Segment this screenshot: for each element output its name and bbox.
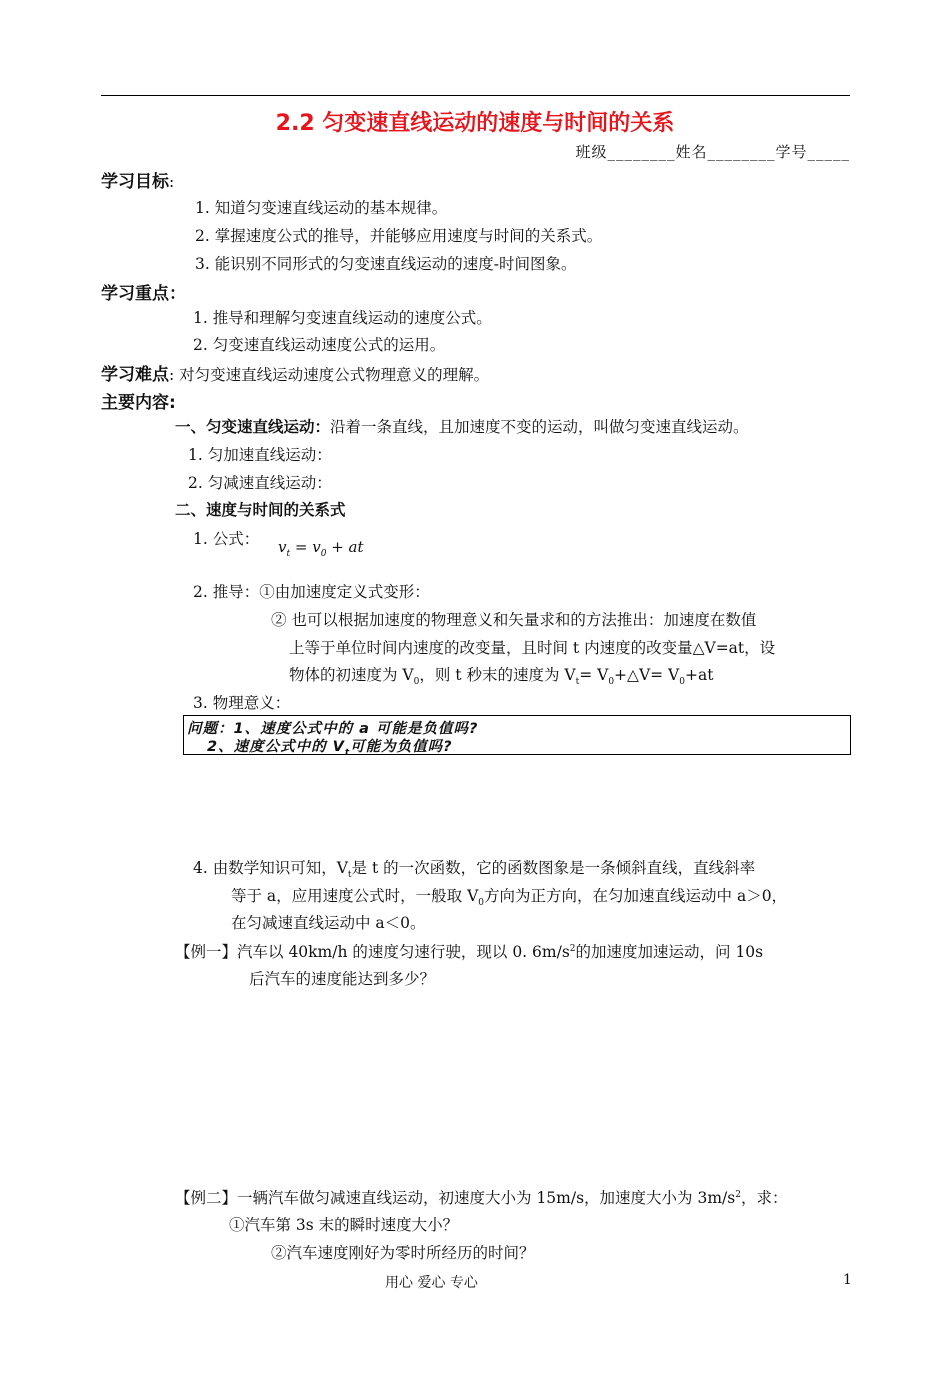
header-rule: [101, 95, 850, 96]
subscript-t: t: [347, 870, 352, 881]
difficulty-text: : 对匀变速直线运动速度公式物理意义的理解。: [169, 366, 490, 384]
derivation-text: +at: [685, 666, 714, 684]
main-content-heading: 主要内容:: [101, 393, 176, 413]
example-2-line: [175, 1186, 787, 1208]
example-1-line: [175, 940, 763, 962]
key-point-item: 2. 匀变速直线运动速度公式的运用。: [193, 336, 446, 354]
section1-item: 2. 匀减速直线运动：: [188, 474, 332, 492]
example-2-question: ①汽车第 3s 末的瞬时速度大小？: [229, 1216, 459, 1234]
objective-item: 2. 掌握速度公式的推导，并能够应用速度与时间的关系式。: [195, 227, 603, 245]
derivation-line: [289, 663, 713, 687]
paragraph-4-line: 在匀减速直线运动中 a＜0。: [231, 914, 426, 932]
question-1: 问题：1、速度公式中的 a 可能是负值吗?: [187, 721, 479, 737]
key-points-heading: 学习重点：: [101, 284, 186, 304]
formula-equals: = v: [290, 538, 321, 556]
example-1-line-2: 后汽车的速度能达到多少？: [249, 970, 436, 988]
meaning-label: 3. 物理意义：: [193, 694, 291, 712]
derivation-line: ② 也可以根据加速度的物理意义和矢量求和的方法推出：加速度在数值: [271, 611, 757, 629]
class-name-id-line: 班级________姓名________学号_____: [575, 143, 850, 161]
example-2-text: ，求：: [740, 1189, 788, 1207]
derivation-text: = V: [579, 666, 609, 684]
section1-title: 一、匀变速直线运动：: [175, 418, 331, 436]
example-2-question: ②汽车速度刚好为零时所经历的时间？: [271, 1244, 535, 1262]
formula-sub-t: t: [286, 549, 291, 559]
section1-item: 1. 匀加速直线运动：: [188, 446, 332, 464]
objectives-colon: :: [169, 173, 175, 191]
difficulty-heading: 学习难点: [101, 365, 169, 385]
paragraph-4-line: [231, 884, 787, 908]
subscript-0: 0: [413, 677, 420, 688]
formula-symbol-v: v: [278, 538, 287, 556]
question-box: [183, 715, 851, 758]
paragraph-text: 等于 a，应用速度公式时，一般取 V: [231, 887, 479, 905]
section1-row: [175, 415, 749, 437]
objective-item: 1. 知道匀变速直线运动的基本规律。: [195, 199, 448, 217]
formula-sub-0: 0: [320, 549, 327, 559]
page-number: 1: [843, 1272, 852, 1288]
derivation-text: 物体的初速度为 V: [289, 666, 414, 684]
example-2-label: 【例二】: [175, 1189, 238, 1207]
example-1-text: 汽车以 40km/h 的速度匀速行驶，现以 0. 6m/s: [237, 943, 570, 961]
question-2-text: 2、速度公式中的 V: [207, 739, 345, 755]
example-2-text: 一辆汽车做匀减速直线运动，初速度大小为 15m/s，加速度大小为 3m/s: [237, 1189, 736, 1207]
superscript-2: 2: [569, 943, 576, 954]
derivation-text: ，则 t 秒末的速度为 V: [419, 666, 576, 684]
subscript-t: t: [344, 747, 351, 758]
objectives-heading-row: [101, 167, 174, 192]
derivation-label: 2. 推导：①由加速度定义式变形：: [193, 583, 430, 601]
formula-label: 1. 公式：: [193, 530, 260, 548]
paragraph-4-line: [193, 856, 755, 880]
example-1-text: 的加速度加速运动，问 10s: [575, 943, 764, 961]
subscript-0: 0: [478, 898, 485, 909]
derivation-text: +△V= V: [614, 666, 680, 684]
objectives-heading: 学习目标: [101, 172, 169, 192]
section1-text: 沿着一条直线，且加速度不变的运动，叫做匀变速直线运动。: [330, 418, 749, 436]
paragraph-text: 4. 由数学知识可知，V: [193, 859, 348, 877]
formula-rest: + at: [326, 538, 364, 556]
question-2-text: 可能为负值吗?: [350, 739, 453, 755]
question-2: [207, 735, 453, 758]
superscript-2: 2: [735, 1189, 741, 1200]
subscript-0: 0: [679, 677, 685, 688]
objective-item: 3. 能识别不同形式的匀变速直线运动的速度-时间图象。: [195, 255, 577, 273]
paragraph-text: 是 t 的一次函数，它的函数图象是一条倾斜直线，直线斜率: [351, 859, 756, 877]
example-1-label: 【例一】: [175, 943, 238, 961]
section2-title: 二、速度与时间的关系式: [175, 501, 346, 519]
difficulty-row: [101, 360, 489, 385]
derivation-line: 上等于单位时间内速度的改变量，且时间 t 内速度的改变量△V=at，设: [289, 639, 776, 657]
paragraph-text: 方向为正方向，在匀加速直线运动中 a＞0，: [484, 887, 788, 905]
footer-motto: 用心 爱心 专心: [385, 1275, 478, 1291]
subscript-0: 0: [608, 677, 615, 688]
velocity-formula: [278, 538, 364, 559]
key-point-item: 1. 推导和理解匀变速直线运动的速度公式。: [193, 309, 492, 327]
page-title: 2.2 匀变速直线运动的速度与时间的关系: [275, 111, 675, 136]
subscript-t: t: [575, 677, 580, 688]
